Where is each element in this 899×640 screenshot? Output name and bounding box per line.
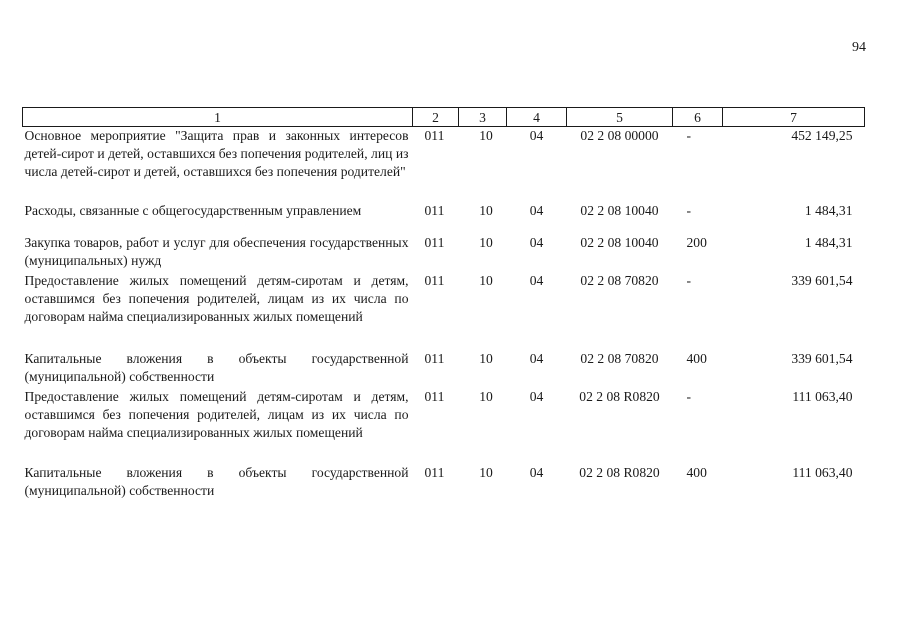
row-expense-type: 400 — [686, 351, 707, 366]
row-subsection: 04 — [529, 465, 544, 480]
table-row — [23, 464, 865, 500]
row-amount: 111 063,40 — [792, 465, 853, 480]
row-section: 10 — [479, 235, 493, 250]
row-amount: 339 601,54 — [791, 273, 853, 288]
row-section: 10 — [479, 389, 493, 404]
row-code-ministry: 011 — [424, 389, 445, 404]
row-section: 10 — [479, 351, 493, 366]
row-section: 10 — [479, 273, 493, 288]
header-col-1: 1 — [23, 108, 413, 127]
budget-table — [22, 107, 865, 500]
row-name: Основное мероприятие "Защита прав и законных интересов детей-сирот и детей, оставшихся без попечения родителей, лиц из числа детей-сирот и детей, оставшихся без попечения родителей" — [24, 128, 409, 179]
row-code-ministry: 011 — [424, 273, 445, 288]
table-row — [23, 272, 865, 350]
table-row — [23, 202, 865, 234]
row-section: 10 — [479, 465, 493, 480]
table-row — [23, 127, 865, 203]
row-subsection: 04 — [529, 273, 544, 288]
row-subsection: 04 — [529, 235, 544, 250]
header-col-3: 3 — [459, 108, 507, 127]
row-target-article: 02 2 08 R0820 — [579, 465, 660, 480]
row-target-article: 02 2 08 10040 — [580, 235, 659, 250]
row-expense-type: - — [686, 128, 692, 143]
header-col-7: 7 — [723, 108, 865, 127]
row-code-ministry: 011 — [424, 203, 445, 218]
row-amount: 452 149,25 — [791, 128, 853, 143]
row-section: 10 — [479, 128, 493, 143]
row-expense-type: 200 — [686, 235, 707, 250]
header-col-6: 6 — [673, 108, 723, 127]
page-number: 94 — [852, 40, 866, 55]
header-col-2: 2 — [413, 108, 459, 127]
row-name: Капитальные вложения в объекты государственной (муниципальной) собственности — [24, 465, 409, 498]
table-row — [23, 388, 865, 464]
row-subsection: 04 — [529, 351, 544, 366]
row-target-article: 02 2 08 00000 — [580, 128, 659, 143]
row-subsection: 04 — [529, 389, 544, 404]
row-target-article: 02 2 08 70820 — [580, 273, 659, 288]
row-target-article: 02 2 08 70820 — [580, 351, 659, 366]
row-subsection: 04 — [529, 128, 544, 143]
header-col-5: 5 — [567, 108, 673, 127]
header-row — [23, 108, 865, 127]
row-amount: 111 063,40 — [792, 389, 853, 404]
row-expense-type: 400 — [686, 465, 707, 480]
row-expense-type: - — [686, 273, 692, 288]
row-expense-type: - — [686, 389, 692, 404]
row-subsection: 04 — [529, 203, 544, 218]
row-expense-type: - — [686, 203, 692, 218]
table-row — [23, 350, 865, 388]
row-code-ministry: 011 — [424, 128, 445, 143]
row-amount: 339 601,54 — [791, 351, 853, 366]
row-name: Предоставление жилых помещений детям-сиротам и детям, оставшимся без попечения родителей, лицам из их числа по договорам найма специализированных жилых помещений — [24, 389, 409, 440]
row-amount: 1 484,31 — [804, 203, 853, 218]
row-target-article: 02 2 08 10040 — [580, 203, 659, 218]
row-code-ministry: 011 — [424, 351, 445, 366]
row-section: 10 — [479, 203, 493, 218]
table-row — [23, 234, 865, 272]
row-name: Предоставление жилых помещений детям-сиротам и детям, оставшимся без попечения родителей, лицам из их числа по договорам найма специализированных жилых помещений — [24, 273, 409, 324]
row-name: Закупка товаров, работ и услуг для обеспечения государственных (муниципальных) нужд — [24, 235, 409, 268]
row-code-ministry: 011 — [424, 465, 445, 480]
row-target-article: 02 2 08 R0820 — [579, 389, 660, 404]
row-name: Капитальные вложения в объекты государственной (муниципальной) собственности — [24, 351, 409, 384]
row-code-ministry: 011 — [424, 235, 445, 250]
row-amount: 1 484,31 — [804, 235, 853, 250]
header-col-4: 4 — [507, 108, 567, 127]
row-name: Расходы, связанные с общегосударственным управлением — [24, 203, 362, 218]
